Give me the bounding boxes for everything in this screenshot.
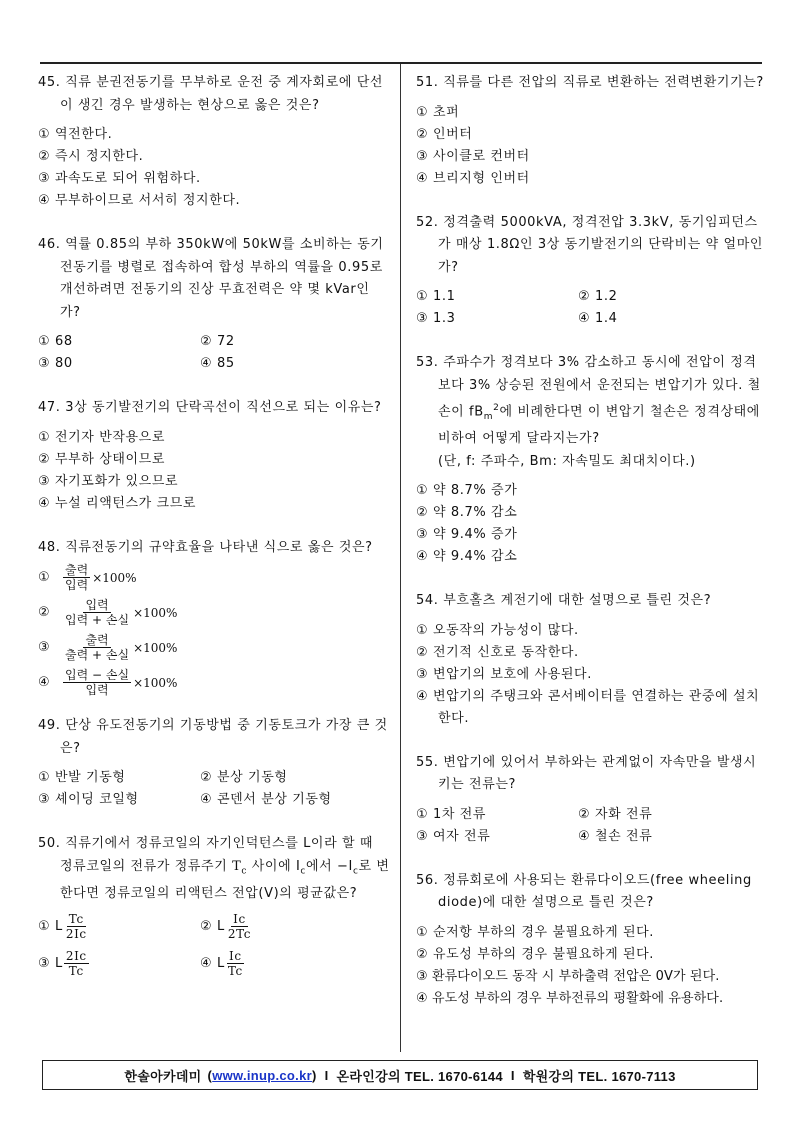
options bbox=[38, 912, 390, 978]
option-row bbox=[38, 789, 390, 811]
suffix: ×100% bbox=[133, 605, 178, 620]
option-4: ④ 85 bbox=[200, 356, 235, 371]
option-1: ① 반발 기동형 bbox=[38, 770, 126, 785]
question-note: (단, f: 주파수, Bm: 자속밀도 최대치이다.) bbox=[438, 453, 696, 469]
numerator: 입력 bbox=[85, 598, 109, 612]
option-2: ② 약 8.7% 감소 bbox=[416, 505, 518, 521]
option-row bbox=[38, 767, 390, 789]
numerator: 입력 − 손실 bbox=[65, 668, 130, 682]
question-56 bbox=[416, 870, 768, 1010]
option-1 bbox=[38, 912, 200, 941]
option-2 bbox=[200, 912, 362, 941]
numerator: Tc bbox=[68, 912, 84, 927]
option-row bbox=[416, 804, 768, 826]
option-1 bbox=[38, 563, 390, 592]
option-row bbox=[416, 826, 768, 848]
option-2 bbox=[38, 598, 390, 627]
option-mark: ① bbox=[38, 569, 50, 585]
question-stem: 56. 정류회로에 사용되는 환류다이오드(free wheeling diode)에 대한 설명으로 틀린 것은? bbox=[416, 872, 752, 911]
options bbox=[416, 804, 768, 848]
option-mark: ① L bbox=[38, 918, 63, 934]
option-3 bbox=[38, 633, 390, 662]
question-46 bbox=[38, 234, 390, 375]
options bbox=[38, 427, 390, 515]
question-stem: 54. 부흐홀츠 계전기에 대한 설명으로 틀린 것은? bbox=[416, 593, 712, 609]
option-4 bbox=[38, 668, 390, 697]
option-3: ③ 사이클로 컨버터 bbox=[416, 148, 530, 164]
option-3 bbox=[38, 949, 200, 978]
options bbox=[416, 922, 768, 1010]
option-2: ② 유도성 부하의 경우 불필요하게 된다. bbox=[416, 946, 655, 962]
numerator: 출력 bbox=[65, 563, 89, 577]
question-54 bbox=[416, 590, 768, 730]
option-4: ④ 무부하이므로 서서히 정지한다. bbox=[38, 193, 241, 208]
question-stem: 47. 3상 동기발전기의 단락곡선이 직선으로 되는 이유는? bbox=[38, 400, 382, 415]
stem-text: 사이에 I bbox=[247, 858, 301, 874]
stem-text: 로 변한다면 정류코일의 리액턴스 전압(V)의 평균값은? bbox=[60, 858, 390, 901]
option-2: ② 무부하 상태이므로 bbox=[38, 451, 165, 467]
option-3: ③ 약 9.4% 증가 bbox=[416, 527, 518, 543]
option-3: ③ 자기포화가 있으므로 bbox=[38, 473, 179, 489]
option-4: ④ 변압기의 주탱크와 콘서베이터를 연결하는 관중에 설치한다. bbox=[416, 688, 760, 726]
separator: I bbox=[510, 1067, 515, 1083]
stem-text: 에서 −I bbox=[305, 858, 353, 874]
options bbox=[38, 331, 390, 375]
option-2: ② 자화 전류 bbox=[578, 806, 653, 822]
option-2: ② 72 bbox=[200, 334, 235, 349]
option-3: ③ 여자 전류 bbox=[416, 828, 491, 844]
suffix: ×100% bbox=[92, 570, 137, 585]
column-divider bbox=[400, 64, 401, 1052]
option-2: ② 전기적 신호로 동작한다. bbox=[416, 644, 579, 660]
option-1: ① 순저항 부하의 경우 불필요하게 된다. bbox=[416, 924, 655, 940]
option-mark: ③ L bbox=[38, 955, 63, 971]
suffix: ×100% bbox=[133, 640, 178, 655]
options bbox=[416, 286, 768, 330]
denominator: Tc bbox=[227, 964, 243, 979]
fraction bbox=[64, 949, 89, 978]
option-mark: ③ bbox=[38, 639, 50, 655]
denominator: 입력 + 손실 bbox=[65, 613, 130, 627]
fraction bbox=[63, 598, 131, 627]
option-row bbox=[416, 286, 768, 308]
option-2: ② 분상 기동형 bbox=[200, 770, 288, 785]
question-55 bbox=[416, 752, 768, 848]
stem-text: 53. 주파수가 정격보다 3% 감소하고 동시에 전압이 정격보다 3% 상승된 전원에서 운전되는 변압기가 있다. 철손이 fB bbox=[416, 355, 761, 420]
academy-name: 한솔아카데미 bbox=[124, 1068, 202, 1084]
fraction bbox=[63, 563, 90, 592]
denominator: 2Ic bbox=[65, 927, 87, 942]
question-stem: 46. 역률 0.85의 부하 350kW에 50kW를 소비하는 동기전동기를 병렬로 접속하여 합성 부하의 역률을 0.95로 개선하려면 전동기의 진상 무효전력은 약 몇 kVar인가? bbox=[38, 237, 384, 320]
option-4: ④ 철손 전류 bbox=[578, 828, 653, 844]
option-3: ③ 1.3 bbox=[416, 311, 456, 326]
left-column bbox=[38, 72, 390, 1000]
option-1: ① 68 bbox=[38, 334, 73, 349]
options bbox=[416, 102, 768, 190]
stem-symbol: $T_c$ bbox=[232, 858, 248, 877]
question-50 bbox=[38, 833, 390, 978]
question-stem: 55. 변압기에 있어서 부하와는 관계없이 자속만을 발생시키는 전류는? bbox=[416, 754, 757, 793]
question-47 bbox=[38, 397, 390, 515]
option-2: ② 1.2 bbox=[578, 289, 618, 304]
options bbox=[38, 767, 390, 811]
offline-phone: 학원강의 TEL. 1670-7113 bbox=[522, 1068, 676, 1084]
denominator: 입력 bbox=[85, 683, 109, 697]
option-1: ① 전기자 반작용으로 bbox=[38, 429, 165, 445]
question-stem: 48. 직류전동기의 규약효율을 나타낸 식으로 옳은 것은? bbox=[38, 539, 373, 555]
option-3: ③ 과속도로 되어 위험하다. bbox=[38, 171, 201, 186]
option-1: ① 오동작의 가능성이 많다. bbox=[416, 622, 579, 638]
fraction bbox=[63, 668, 131, 697]
option-mark: ② L bbox=[200, 918, 225, 934]
options bbox=[38, 563, 390, 697]
option-2: ② 인버터 bbox=[416, 126, 473, 142]
numerator: Ic bbox=[233, 912, 246, 927]
url-open: ( bbox=[207, 1067, 213, 1083]
stem-tc: T bbox=[232, 858, 242, 874]
online-phone: 온라인강의 TEL. 1670-6144 bbox=[336, 1068, 503, 1084]
options bbox=[416, 480, 768, 568]
option-row bbox=[38, 912, 390, 941]
denominator: Tc bbox=[68, 964, 84, 979]
question-stem: 45. 직류 분권전동기를 무부하로 운전 중 계자회로에 단선이 생긴 경우 발생하는 현상으로 옳은 것은? bbox=[38, 75, 384, 113]
option-4: ④ 브리지형 인버터 bbox=[416, 170, 530, 186]
option-4: ④ 누설 리액턴스가 크므로 bbox=[38, 495, 197, 511]
fraction bbox=[64, 912, 89, 941]
option-1: ① 약 8.7% 증가 bbox=[416, 483, 518, 499]
question-stem: 52. 정격출력 5000kVA, 정격전압 3.3kV, 동기임피던스가 매상 1.8Ω인 3상 동기발전기의 단락비는 약 얼마인가? bbox=[416, 214, 764, 275]
option-row bbox=[38, 353, 390, 375]
option-1: ① 초퍼 bbox=[416, 104, 460, 120]
separator: I bbox=[324, 1067, 329, 1083]
denominator: 입력 bbox=[65, 578, 89, 592]
fraction bbox=[226, 949, 245, 978]
top-rule bbox=[40, 62, 762, 64]
numerator: 2Ic bbox=[65, 949, 87, 964]
stem-text: 에 비례한다면 이 변압기 철손은 정격상태에 비하여 어떻게 달라지는가? bbox=[438, 404, 760, 447]
fraction bbox=[226, 912, 253, 941]
question-45 bbox=[38, 72, 390, 212]
option-3: ③ 80 bbox=[38, 356, 73, 371]
question-48 bbox=[38, 537, 390, 698]
denominator: 2Tc bbox=[227, 927, 252, 942]
option-mark: ④ bbox=[38, 674, 50, 690]
option-1: ① 1.1 bbox=[416, 289, 456, 304]
option-4: ④ 콘덴서 분상 기동형 bbox=[200, 792, 332, 807]
option-4: ④ 1.4 bbox=[578, 311, 618, 326]
option-row bbox=[38, 949, 390, 978]
question-53 bbox=[416, 352, 768, 568]
option-4: ④ 유도성 부하의 경우 부하전류의 평활화에 유용하다. bbox=[416, 990, 724, 1006]
right-column bbox=[416, 72, 768, 1032]
option-mark: ④ L bbox=[200, 955, 225, 971]
option-row bbox=[38, 331, 390, 353]
footer-banner bbox=[42, 1060, 758, 1090]
option-1: ① 역전한다. bbox=[38, 127, 113, 142]
option-row bbox=[416, 308, 768, 330]
question-49 bbox=[38, 715, 390, 811]
question-52 bbox=[416, 212, 768, 331]
denominator: 출력 + 손실 bbox=[65, 648, 130, 662]
question-51 bbox=[416, 72, 768, 190]
option-4: ④ 약 9.4% 감소 bbox=[416, 549, 518, 565]
options bbox=[38, 124, 390, 212]
stem-text: 50. 직류기에서 정류코일의 자기인덕턴스를 L이라 할 때 정류코일의 전류가 정류주기 bbox=[38, 836, 374, 874]
option-3: ③ 변압기의 보호에 사용된다. bbox=[416, 666, 592, 682]
option-4 bbox=[200, 949, 362, 978]
option-mark: ② bbox=[38, 604, 50, 620]
option-3: ③ 셰이딩 코일형 bbox=[38, 792, 139, 807]
numerator: Ic bbox=[229, 949, 242, 964]
suffix: ×100% bbox=[133, 675, 178, 690]
question-stem: 50. 직류기에서 정류코일의 자기인덕턴스를 L이라 할 때 정류코일의 전류가 정류주기 $T_c$ 사이에 $I_c$에서 $-I_c$로 변한다면 정류코일의 리액턴스 전압(V)의 평균값은? bbox=[38, 836, 390, 901]
option-1: ① 1차 전류 bbox=[416, 806, 487, 822]
fraction bbox=[63, 633, 131, 662]
options bbox=[416, 620, 768, 730]
question-stem: 51. 직류를 다른 전압의 직류로 변환하는 전력변환기기는? bbox=[416, 75, 764, 90]
question-stem: 49. 단상 유도전동기의 기동방법 중 기동토크가 가장 큰 것은? bbox=[38, 718, 388, 756]
option-2: ② 즉시 정지한다. bbox=[38, 149, 144, 164]
option-3: ③ 환류다이오드 동작 시 부하출력 전압은 0V가 된다. bbox=[416, 968, 720, 984]
numerator: 출력 bbox=[85, 633, 109, 647]
url-close: ) bbox=[311, 1067, 317, 1083]
question-stem: 53. 주파수가 정격보다 3% 감소하고 동시에 전압이 정격보다 3% 상승된 전원에서 운전되는 변압기가 있다. 철손이 $fB_m^2$에 비례한다면 이 변압기 철손은 정격상태에 비하여 어떻게 달라지는가? bbox=[416, 355, 761, 447]
website-link[interactable]: www.inup.co.kr bbox=[212, 1067, 312, 1083]
